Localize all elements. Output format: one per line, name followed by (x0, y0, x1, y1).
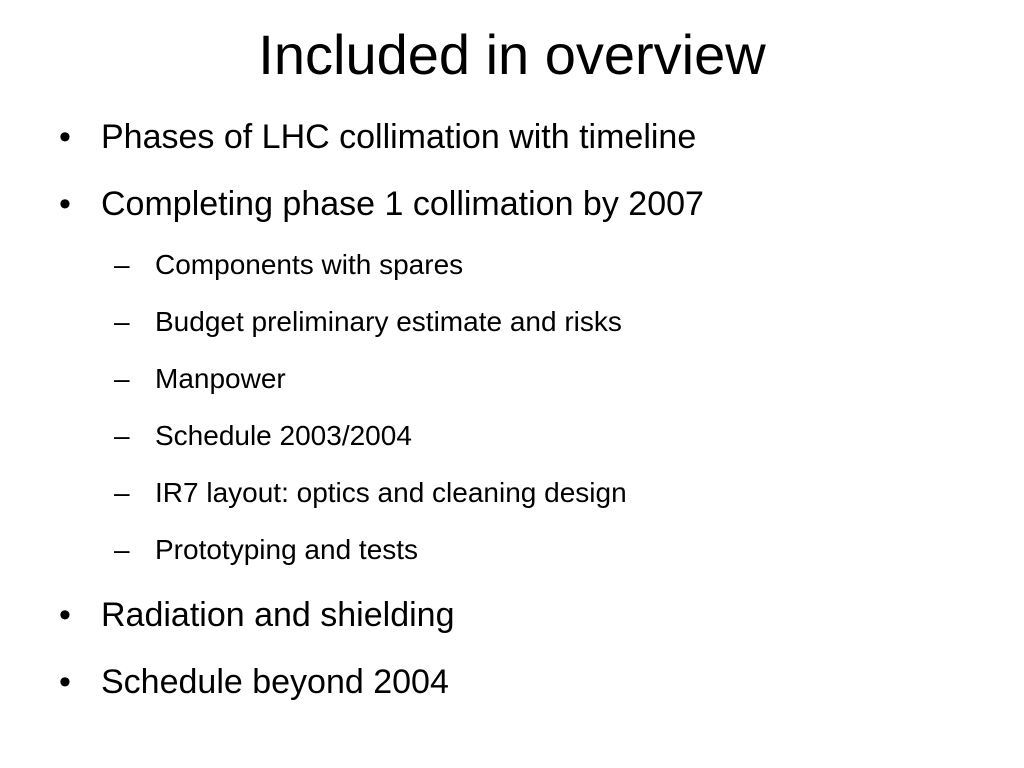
bullet-marker: • (59, 663, 71, 701)
dash-marker: – (114, 363, 130, 394)
bullet-text: Radiation and shielding (101, 596, 455, 634)
bullet-marker: • (59, 118, 71, 156)
sub-bullet-text: Schedule 2003/2004 (155, 420, 412, 451)
bullet-marker: • (59, 185, 71, 223)
slide-title: Included in overview (258, 23, 766, 86)
sub-bullet-text: IR7 layout: optics and cleaning design (155, 477, 627, 508)
sub-bullet-text: Budget preliminary estimate and risks (155, 306, 622, 337)
dash-marker: – (114, 249, 130, 280)
dash-marker: – (114, 306, 130, 337)
bullet-text: Schedule beyond 2004 (101, 663, 449, 701)
sub-bullet-text: Components with spares (155, 249, 464, 280)
dash-marker: – (114, 420, 130, 451)
sub-bullet-text: Prototyping and tests (155, 534, 419, 565)
dash-marker: – (114, 534, 130, 565)
bullet-text: Phases of LHC collimation with timeline (101, 118, 697, 156)
bullet-marker: • (59, 596, 71, 634)
bullet-text: Completing phase 1 collimation by 2007 (101, 185, 704, 223)
sub-bullet-text: Manpower (155, 363, 286, 394)
dash-marker: – (114, 477, 130, 508)
